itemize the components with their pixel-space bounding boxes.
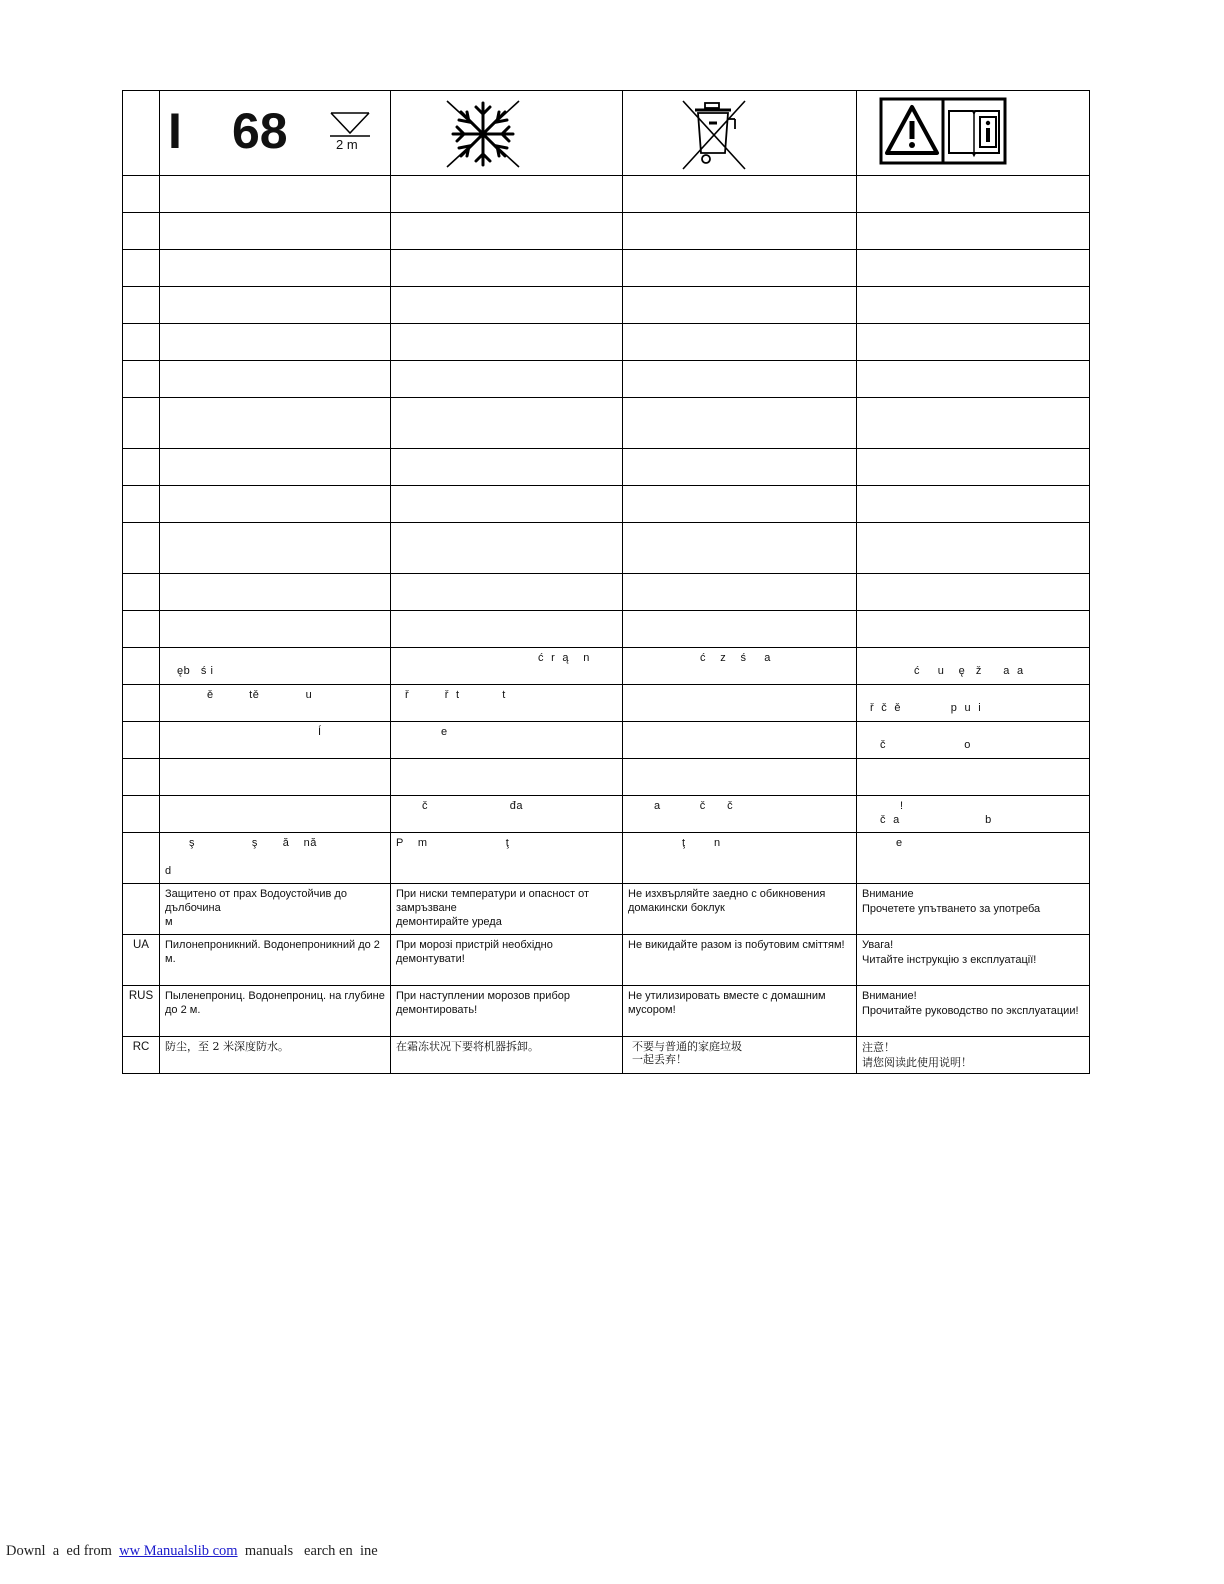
frost-text: При ниски температури и опасност от замръзване демонтирайте уреда (391, 884, 623, 935)
table-row (123, 486, 1090, 523)
dust-water-text: Защитено от прах Водоустойчив до дълбочина м (160, 884, 391, 935)
disposal-text: 不要与普通的家庭垃圾 一起丢弃！ (623, 1037, 857, 1074)
table-row (123, 574, 1090, 611)
fragment-text: ! (900, 800, 904, 812)
fragment-text: ć z ś a (700, 652, 771, 664)
warning-text: Внимание Прочетете упътването за употреба (857, 884, 1090, 935)
footer-prefix: Downl a ed from (6, 1543, 120, 1559)
manualslib-link[interactable]: ww Manualslib com (119, 1543, 238, 1559)
table-row (123, 324, 1090, 361)
depth-label: 2 m (336, 137, 358, 152)
dust-water-text: 防尘，至 2 米深度防水。 (160, 1037, 391, 1074)
table-row (123, 176, 1090, 213)
table-row (123, 361, 1090, 398)
table-row-rus (123, 986, 1090, 1037)
warning-text: Внимание! Прочитайте руководство по эксплуатации! (857, 986, 1090, 1037)
snowflake-crossed-icon (445, 99, 521, 169)
warning-text: Увага! Читайте інструкцію з експлуатації! (857, 935, 1090, 986)
crossed-bin-icon (679, 99, 749, 171)
table-row-rc (123, 1037, 1090, 1074)
fragment-text: ęb ś i (177, 665, 214, 677)
language-code: RC (123, 1037, 160, 1074)
fragment-text: ř ř t t (405, 689, 506, 701)
language-code (123, 884, 160, 935)
table-row (123, 611, 1090, 648)
frost-text: 在霜冻状况下要将机器拆卸。 (391, 1037, 623, 1074)
dust-water-text: Пыленепрониц. Водонепрониц. на глубине до 2 м. (160, 986, 391, 1037)
header-frost-cell (391, 91, 623, 176)
fragment-text: ş ş ă nă (189, 837, 317, 849)
table-row (123, 250, 1090, 287)
symbols-table (122, 90, 1090, 1074)
disposal-text: Не изхвърляйте заедно с обикновения домакински боклук (623, 884, 857, 935)
fragment-text: e (441, 726, 448, 738)
header-code-cell (123, 91, 160, 176)
fragment-text: a č č (654, 800, 734, 812)
dust-water-text: Пилонепроникний. Водонепроникний до 2 м. (160, 935, 391, 986)
table-row-bg (123, 884, 1090, 935)
table-row (123, 398, 1090, 449)
table-row (123, 722, 1090, 759)
frost-text: При наступлении морозов прибор демонтировать! (391, 986, 623, 1037)
table-row (123, 648, 1090, 685)
language-code: UA (123, 935, 160, 986)
header-ip-cell (160, 91, 391, 176)
fragment-text: č a b (880, 814, 992, 826)
disposal-text: Не викидайте разом із побутовим сміттям! (623, 935, 857, 986)
fragment-text: ě tě u (207, 689, 313, 701)
ip-number: 68 (232, 103, 288, 159)
table-row (123, 833, 1090, 884)
warning-manual-icon (879, 97, 1007, 165)
fragment-text: e (896, 837, 903, 849)
fragment-text: č đa (422, 800, 524, 812)
language-code: RUS (123, 986, 160, 1037)
fragment-text: P m ţ (396, 837, 510, 849)
table-row (123, 523, 1090, 574)
table-row (123, 796, 1090, 833)
fragment-text: ř č ě p u i (870, 702, 982, 714)
table-row (123, 685, 1090, 722)
frost-text: При морозі пристрій необхідно демонтувати! (391, 935, 623, 986)
fragment-text: Í (318, 726, 322, 738)
footer-suffix: manuals earch en ine (237, 1543, 378, 1559)
fragment-text: č o (880, 739, 971, 751)
table-row (123, 287, 1090, 324)
header-disposal-cell (623, 91, 857, 176)
header-warning-cell (857, 91, 1090, 176)
ip-letter: I (168, 103, 182, 159)
disposal-text: Не утилизировать вместе с домашним мусором! (623, 986, 857, 1037)
table-row-ua (123, 935, 1090, 986)
water-depth-icon (328, 111, 372, 137)
table-row (123, 449, 1090, 486)
warning-text: 注意！ 请您阅读此使用说明！ (857, 1037, 1090, 1074)
fragment-text: ţ n (682, 837, 721, 849)
table-row (123, 213, 1090, 250)
table-row (123, 759, 1090, 796)
fragment-text: ć r ą n (538, 652, 590, 664)
fragment-text: ć u ę ž a a (914, 665, 1024, 677)
fragment-text: d (165, 865, 172, 877)
download-footer (6, 1543, 378, 1560)
